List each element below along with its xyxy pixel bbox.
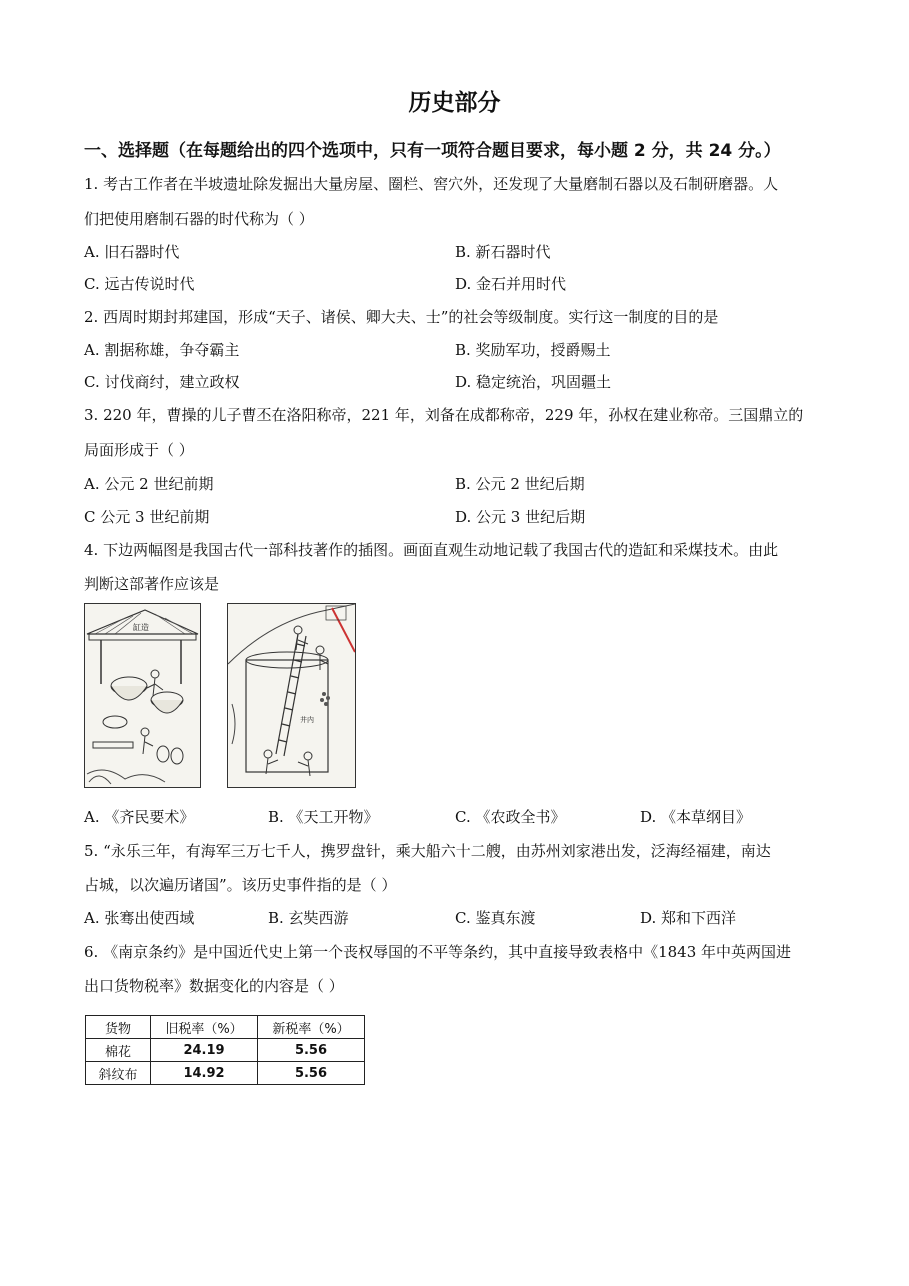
- question-4-text-line1: 4. 下边两幅图是我国古代一部科技著作的插图。画面直观生动地记载了我国古代的造缸和采煤技术。由此: [84, 541, 779, 559]
- table-cell-goods: 斜纹布: [86, 1062, 151, 1085]
- table-header-new-rate: 新税率（%）: [258, 1016, 365, 1039]
- table-header-goods: 货物: [86, 1016, 151, 1039]
- mining-illustration-caption: 井内: [300, 716, 314, 724]
- question-1-option-a: A. 旧石器时代: [84, 243, 180, 261]
- question-2-option-d: D. 稳定统治，巩固疆土: [455, 373, 612, 391]
- question-3-text-line1: 3. 220 年，曹操的儿子曹丕在洛阳称帝，221 年，刘备在成都称帝，229 年，孙权在建业称帝。三国鼎立的: [84, 406, 804, 424]
- question-3-option-b: B. 公元 2 世纪后期: [455, 475, 585, 493]
- question-1-text-line1: 1. 考古工作者在半坡遗址除发掘出大量房屋、圈栏、窖穴外，还发现了大量磨制石器以及石制研磨器。人: [84, 175, 779, 193]
- question-4-option-d: D. 《本草纲目》: [640, 808, 752, 826]
- vat-making-illustration: [84, 603, 201, 788]
- table-row: [86, 1039, 365, 1062]
- question-4-option-c: C. 《农政全书》: [455, 808, 566, 826]
- page-title: 历史部分: [408, 90, 501, 116]
- question-2-text-line1: 2. 西周时期封邦建国，形成“天子、诸侯、卿大夫、士”的社会等级制度。实行这一制度的目的是: [84, 308, 719, 326]
- question-2-option-a: A. 割据称雄，争夺霸主: [84, 341, 240, 359]
- table-cell-old-rate: 14.92: [151, 1062, 258, 1085]
- question-1-option-d: D. 金石并用时代: [455, 275, 567, 293]
- question-3-option-c: C 公元 3 世纪前期: [84, 508, 210, 526]
- question-5-text-line2: 占城，以次遍历诸国”。该历史事件指的是（ ）: [84, 876, 397, 894]
- question-2-option-c: C. 讨伐商纣，建立政权: [84, 373, 240, 391]
- question-1-text-line2: 们把使用磨制石器的时代称为（ ）: [84, 210, 314, 228]
- question-6-text-line1: 6. 《南京条约》是中国近代史上第一个丧权辱国的不平等条约，其中直接导致表格中《1843 年中英两国进: [84, 943, 792, 961]
- question-5-option-a: A. 张骞出使西域: [84, 909, 195, 927]
- vat-illustration-caption: 缸造: [133, 623, 149, 632]
- table-row: [86, 1062, 365, 1085]
- question-6-text-line2: 出口货物税率》数据变化的内容是（ ）: [84, 977, 344, 995]
- question-5-option-d: D. 郑和下西洋: [640, 909, 737, 927]
- question-3-option-d: D. 公元 3 世纪后期: [455, 508, 586, 526]
- coal-mining-illustration: [227, 603, 356, 788]
- section-heading: 一、选择题（在每题给出的四个选项中，只有一项符合题目要求，每小题 2 分，共 24 分。）: [84, 141, 781, 161]
- table-header-old-rate: 旧税率（%）: [151, 1016, 258, 1039]
- question-5-option-c: C. 鉴真东渡: [455, 909, 536, 927]
- table-cell-goods: 棉花: [86, 1039, 151, 1062]
- question-3-text-line2: 局面形成于（ ）: [84, 441, 194, 459]
- question-5-text-line1: 5. “永乐三年，有海军三万七千人，携罗盘针，乘大船六十二艘，由苏州刘家港出发，泛海经福建，南达: [84, 842, 771, 860]
- question-4-option-a: A. 《齐民要术》: [84, 808, 195, 826]
- tax-rate-table: [85, 1015, 365, 1085]
- question-1-option-b: B. 新石器时代: [455, 243, 551, 261]
- table-header-row: [86, 1016, 365, 1039]
- question-4-text-line2: 判断这部著作应该是: [84, 575, 220, 593]
- table-cell-new-rate: 5.56: [258, 1039, 365, 1062]
- table-cell-new-rate: 5.56: [258, 1062, 365, 1085]
- table-cell-old-rate: 24.19: [151, 1039, 258, 1062]
- question-2-option-b: B. 奖励军功，授爵赐土: [455, 341, 611, 359]
- question-1-option-c: C. 远古传说时代: [84, 275, 195, 293]
- question-5-option-b: B. 玄奘西游: [268, 909, 349, 927]
- question-3-option-a: A. 公元 2 世纪前期: [84, 475, 214, 493]
- question-4-option-b: B. 《天工开物》: [268, 808, 379, 826]
